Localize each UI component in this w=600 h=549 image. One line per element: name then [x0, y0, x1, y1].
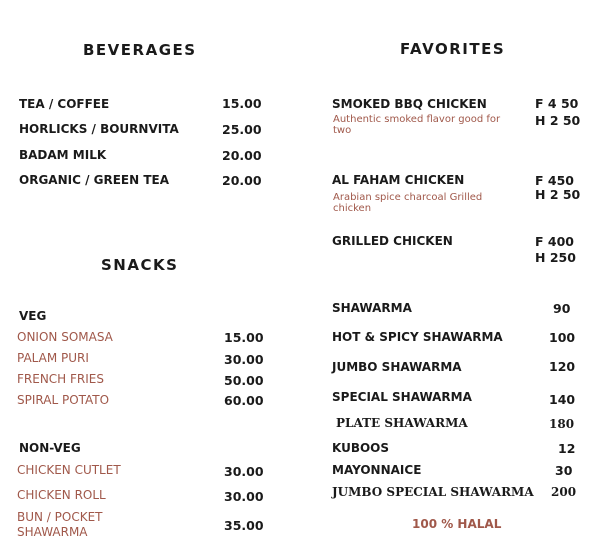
snack-item-price: 15.00	[224, 330, 264, 345]
menu-item-name: TEA / COFFEE	[19, 97, 110, 111]
favorite-item-name: AL FAHAM CHICKEN	[332, 173, 465, 187]
menu-item-name: BADAM MILK	[19, 148, 107, 162]
favorite-price-half: H 2 50	[535, 113, 581, 128]
veg-label: VEG	[19, 309, 47, 323]
shawarma-item-price: 100	[549, 330, 576, 345]
shawarma-item-name: MAYONNAICE	[332, 463, 422, 477]
nonveg-label: NON-VEG	[19, 441, 81, 455]
snack-item-price: 35.00	[224, 518, 264, 533]
shawarma-item-name: SHAWARMA	[332, 301, 412, 315]
menu-item-price: 20.00	[222, 173, 262, 188]
snack-item-price: 50.00	[224, 373, 264, 388]
snack-item-price: 60.00	[224, 393, 264, 408]
shawarma-item-price: 12	[558, 441, 576, 456]
snack-item-price: 30.00	[224, 352, 264, 367]
favorite-price-half: H 250	[535, 250, 576, 265]
shawarma-item-name: JUMBO SHAWARMA	[332, 360, 462, 374]
shawarma-item-name: SPECIAL SHAWARMA	[332, 390, 472, 404]
shawarma-item-name: KUBOOS	[332, 441, 390, 455]
snack-item-name: ONION SOMASA	[17, 330, 113, 344]
snacks-heading: SNACKS	[101, 256, 179, 274]
favorite-item-name: SMOKED BBQ CHICKEN	[332, 97, 487, 111]
shawarma-item-price: 30	[555, 463, 573, 478]
favorite-price-half: H 2 50	[535, 187, 581, 202]
shawarma-item-price: 200	[551, 485, 577, 499]
menu-item-price: 20.00	[222, 148, 262, 163]
favorite-price-full: F 450	[535, 173, 574, 188]
shawarma-item-price: 120	[549, 359, 576, 374]
shawarma-item-price: 140	[549, 392, 576, 407]
favorite-item-name: GRILLED CHICKEN	[332, 234, 453, 248]
snack-item-price: 30.00	[224, 464, 264, 479]
favorite-item-desc: Authentic smoked flavor good for two	[333, 114, 501, 136]
snack-item-name: CHICKEN ROLL	[17, 488, 106, 502]
shawarma-item-price: 180	[549, 417, 575, 431]
snack-item-name: CHICKEN CUTLET	[17, 463, 121, 477]
shawarma-item-price: 90	[553, 301, 571, 316]
beverages-heading: BEVERAGES	[83, 41, 197, 59]
snack-item-name: PALAM PURI	[17, 351, 89, 365]
snack-item-name: BUN / POCKET SHAWARMA	[17, 510, 103, 539]
favorite-price-full: F 4 50	[535, 96, 579, 111]
shawarma-item-name: PLATE SHAWARMA	[336, 416, 468, 430]
menu-item-price: 25.00	[222, 122, 262, 137]
favorites-heading: FAVORITES	[400, 40, 506, 58]
favorite-item-desc: Arabian spice charcoal Grilled chicken	[333, 192, 483, 214]
halal-badge: 100 % HALAL	[412, 517, 502, 531]
shawarma-item-name: JUMBO SPECIAL SHAWARMA	[332, 485, 534, 499]
menu-item-name: HORLICKS / BOURNVITA	[19, 122, 179, 136]
snack-item-name: SPIRAL POTATO	[17, 393, 110, 407]
menu-item-price: 15.00	[222, 96, 262, 111]
snack-item-name: FRENCH FRIES	[17, 372, 104, 386]
favorite-price-full: F 400	[535, 234, 574, 249]
snack-item-price: 30.00	[224, 489, 264, 504]
shawarma-item-name: HOT & SPICY SHAWARMA	[332, 330, 503, 344]
menu-item-name: ORGANIC / GREEN TEA	[19, 173, 170, 187]
